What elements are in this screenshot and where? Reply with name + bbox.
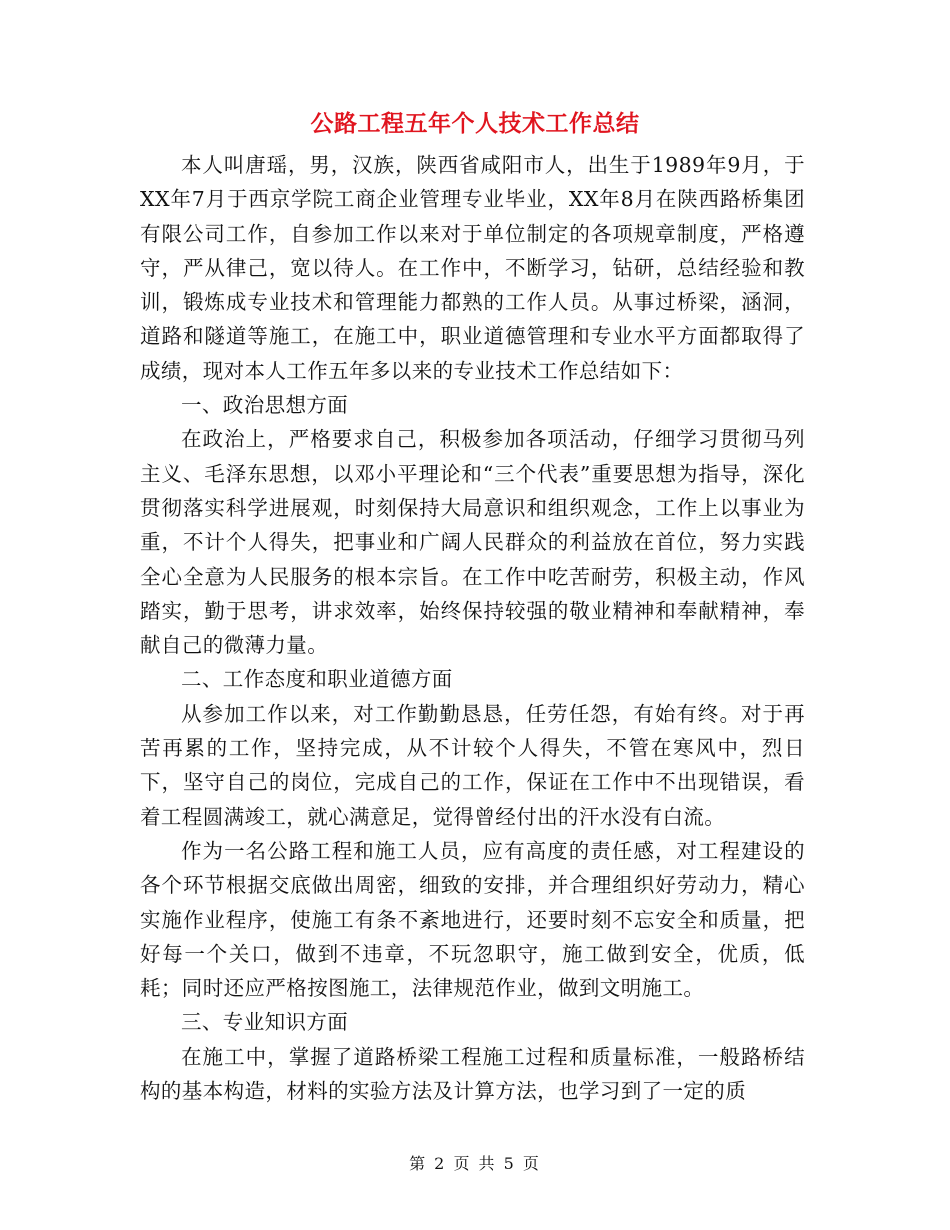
work-attitude-paragraph: 从参加工作以来，对工作勤勤恳恳，任劳任怨，有始有终。对于再苦再累的工作，坚持完成，从不计较个人得失，不管在寒风中，烈日下，坚守自己的岗位，完成自己的工作，保证在工作中不出现错误，看着工程圆满竣工，就心满意足，觉得曾经付出的汗水没有白流。 bbox=[140, 701, 805, 829]
politics-paragraph: 在政治上，严格要求自己，积极参加各项活动，仔细学习贯彻马列主义、毛泽东思想，以邓小平理论和“三个代表”重要思想为指导，深化贯彻落实科学进展观，时刻保持大局意识和组织观念，工作上以事业为重，不计个人得失，把事业和广阔人民群众的利益放在首位，努力实践全心全意为人民服务的根本宗旨。在工作中吃苦耐劳，积极主动，作风踏实，勤于思考，讲求效率，始终保持较强的敬业精神和奉献精神，奉献自己的微薄力量。 bbox=[140, 427, 805, 658]
responsibility-paragraph: 作为一名公路工程和施工人员，应有高度的责任感，对工程建设的各个环节根据交底做出周密，细致的安排，并合理组织好劳动力，精心实施作业程序，使施工有条不紊地进行，还要时刻不忘安全和质量，把好每一个关口，做到不违章，不玩忽职守，施工做到安全，优质，低耗；同时还应严格按图施工，法律规范作业，做到文明施工。 bbox=[140, 838, 805, 1001]
professional-knowledge-paragraph: 在施工中，掌握了道路桥梁工程施工过程和质量标准，一般路桥结构的基本构造，材料的实验方法及计算方法，也学习到了一定的质 bbox=[140, 1044, 805, 1104]
section-heading-politics: 一、政治思想方面 bbox=[181, 393, 349, 418]
intro-paragraph: 本人叫唐瑶，男，汉族，陕西省咸阳市人，出生于1989年9月，于XX年7月于西京学院工商企业管理专业毕业，XX年8月在陕西路桥集团有限公司工作，自参加工作以来对于单位制定的各项规章制度，严格遵守，严从律己，宽以待人。在工作中，不断学习，钻研，总结经验和教训，锻炼成专业技术和管理能力都熟的工作人员。从事过桥梁，涵洞，道路和隧道等施工，在施工中，职业道德管理和专业水平方面都取得了成绩，现对本人工作五年多以来的专业技术工作总结如下： bbox=[140, 153, 805, 383]
section-heading-professional-knowledge: 三、专业知识方面 bbox=[181, 1010, 349, 1035]
document-body bbox=[140, 148, 805, 1108]
section-heading-work-attitude: 二、工作态度和职业道德方面 bbox=[181, 667, 453, 692]
document-title: 公路工程五年个人技术工作总结 bbox=[310, 110, 640, 137]
page-number-footer: 第 2 页 共 5 页 bbox=[409, 1154, 541, 1173]
